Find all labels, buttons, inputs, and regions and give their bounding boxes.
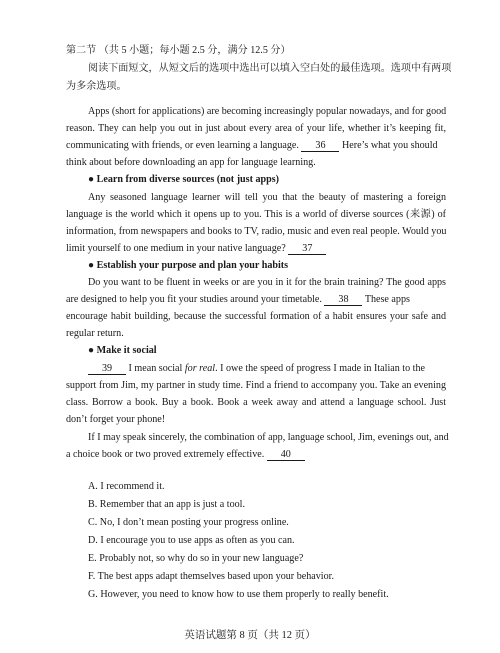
blank-40[interactable]: 40 [267,449,305,461]
option-d: D. I encourage you to use apps as often as you can. [88,535,295,546]
p4-line-2: support from Jim, my partner in study time. Find a friend to accompany you. Take an evening [66,380,446,391]
blank-39[interactable]: 39 [88,363,126,375]
p4-line-1 [88,362,446,376]
option-b: B. Remember that an app is just a tool. [88,499,245,510]
p3-line-2-tail: These apps [364,294,410,305]
p3-line-2 [66,293,446,307]
p4-line-1-text: I mean social [128,363,183,374]
p1-line-1: Apps (short for applications) are becoming increasingly popular nowadays, and for good [88,106,447,117]
p5-line-2 [66,448,446,462]
option-g: G. However, you need to know how to use them properly to really benefit. [88,589,389,600]
blank-38[interactable]: 38 [324,294,362,306]
instructions-line-1: 阅读下面短文，从短文后的选项中选出可以填入空白处的最佳选项。选项中有两项 [88,63,452,74]
subheading-diverse-sources: ● Learn from diverse sources (not just apps) [88,174,280,185]
p4-line-1-italic: for real [184,363,216,374]
p1-line-3 [66,139,446,153]
p1-line-3-tail: Here’s what you should [341,140,438,151]
option-e: E. Probably not, so why do so in your new language? [88,553,304,564]
p1-line-3-text: communicating with friends, or even learning a language. [66,140,299,151]
p2-line-4-text: limit yourself to one medium in your native language? [66,243,286,254]
p2-line-3: information, from newspapers and books to TV, radio, music and even real people. Would you [66,226,447,237]
p2-line-2: language is the world which it opens up to you. This is a world of diverse sources (来源) of [66,209,446,220]
blank-36[interactable]: 36 [301,140,339,152]
p3-line-3: encourage habit building, because the successful formation of a habit ensures your safe and [66,311,446,322]
p5-line-2-text: a choice book or two proved extremely effective. [66,449,265,460]
p1-line-2: reason. They can help you out in just about every area of your life, whether it’s keeping fit, [66,123,446,134]
option-a: A. I recommend it. [88,481,165,492]
p3-line-2-text: are designed to help you fit your studies around your timetable. [66,294,322,305]
p2-line-1: Any seasoned language learner will tell you that the beauty of mastering a foreign [88,192,446,203]
p4-line-4: don’t forget your phone! [66,414,166,425]
p1-line-4: think about before downloading an app for language learning. [66,157,316,168]
blank-37[interactable]: 37 [288,243,326,255]
option-c: C. No, I don’t mean posting your progress online. [88,517,289,528]
p4-line-3: class. Borrow a book. Buy a book. Book a week away and attend a language school. Just [66,397,446,408]
section-heading: 第二节 （共 5 小题；每小题 2.5 分，满分 12.5 分） [66,45,291,56]
p5-line-1: If I may speak sincerely, the combination of app, language school, Jim, evenings out, and [88,432,449,443]
p4-line-1-tail: . I owe the speed of progress I made in Italian to the [215,363,426,374]
option-f: F. The best apps adapt themselves based upon your behavior. [88,571,334,582]
page-footer: 英语试题第 8 页（共 12 页） [184,630,316,641]
subheading-make-it-social: ● Make it social [88,345,157,356]
subheading-purpose-habits: ● Establish your purpose and plan your habits [88,260,289,271]
instructions-line-2: 为多余选项。 [66,81,127,92]
p2-line-4 [66,242,446,256]
p3-line-1: Do you want to be fluent in weeks or are you in it for the brain training? The good apps [88,277,446,288]
p3-line-4: regular return. [66,328,124,339]
